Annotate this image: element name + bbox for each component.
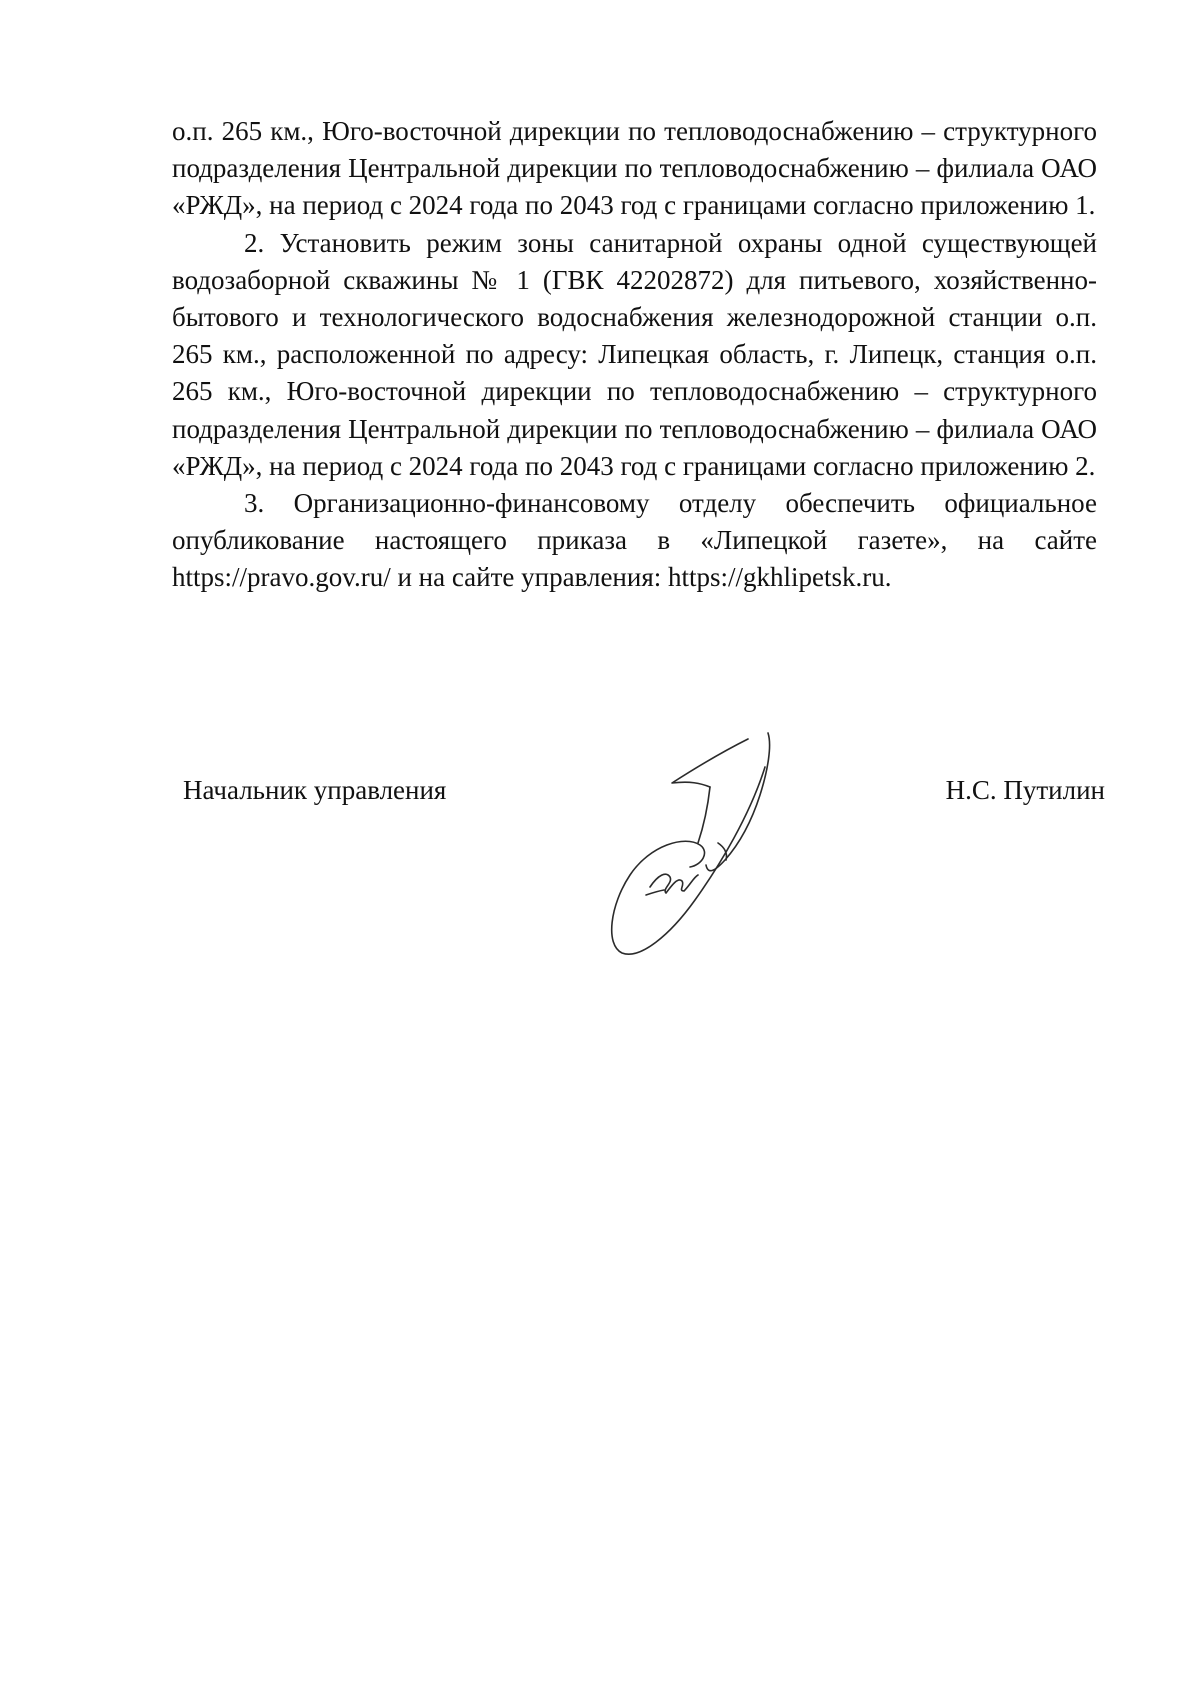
document-body [172, 113, 1097, 597]
paragraph-item-2: 2. Установить режим зоны санитарной охраны одной существующей водозаборной скважины № 1 (ГВК 42202872) для питьевого, хозяйственно-бытового и технологического водоснабжения железнодорожной станции о.п. 265 км., расположенной по адресу: Липецкая область, г. Липецк, станция о.п. 265 км., Юго-восточной дирекции по тепловодоснабжению – структурного подразделения Центральной дирекции по тепловодоснабжению – филиала ОАО «РЖД», на период с 2024 года по 2043 год с границами согласно приложению 2. [172, 227, 1097, 481]
signer-name: Н.С. Путилин [945, 775, 1105, 805]
handwritten-signature [600, 725, 860, 985]
paragraph-continuation: о.п. 265 км., Юго-восточной дирекции по тепловодоснабжению – структурного подразделения Центральной дирекции по тепловодоснабжению – филиала ОАО «РЖД», на период с 2024 года по 2043 год с границами согласно приложению 1. [172, 116, 1097, 221]
paragraph-item-3: 3. Организационно-финансовому отделу обеспечить официальное опубликование настоящего приказа в «Липецкой газете», на сайте https://pravo.gov.ru/ и на сайте управления: https://gkhlipetsk.ru. [172, 488, 1097, 593]
position-title: Начальник управления [183, 775, 447, 805]
